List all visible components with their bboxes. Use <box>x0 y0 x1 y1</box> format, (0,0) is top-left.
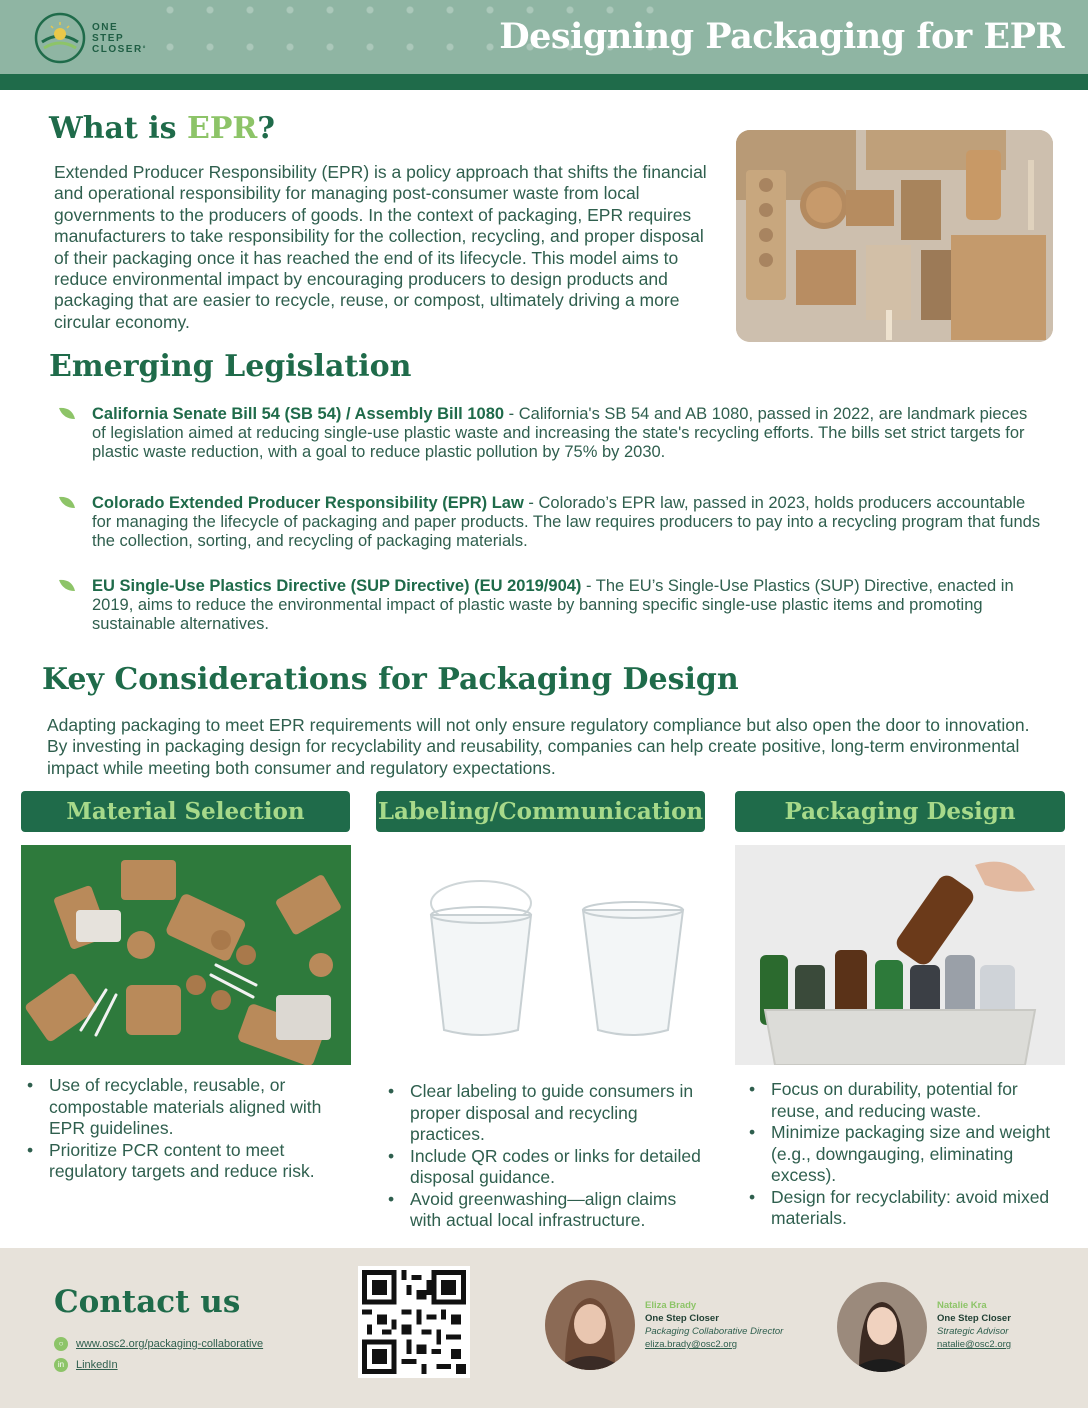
person-role: Strategic Advisor <box>937 1326 1009 1337</box>
qr-code[interactable] <box>358 1266 470 1378</box>
page-title: Designing Packaging for EPR <box>499 16 1064 57</box>
one-step-closer-logo-icon <box>34 12 86 64</box>
leaf-icon <box>58 407 76 421</box>
list-item: • Design for recyclability: avoid mixed materials. <box>745 1187 1055 1230</box>
leaf-icon <box>58 579 76 593</box>
legislation-list <box>56 405 1041 635</box>
list-item: • Clear labeling to guide consumers in proper disposal and recycling practices. <box>384 1081 704 1146</box>
person-email[interactable]: natalie@osc2.org <box>937 1339 1012 1350</box>
logo-wordmark <box>92 22 147 55</box>
legislation-title: Colorado Extended Producer Responsibility (EPR) Law <box>92 494 524 512</box>
legislation-title: California Senate Bill 54 (SB 54) / Assembly Bill 1080 <box>92 405 505 423</box>
what-is-epr-heading: What is EPR? <box>49 111 275 146</box>
packaging-design-header: Packaging Design <box>735 791 1065 832</box>
emerging-legislation-heading: Emerging Legislation <box>49 349 412 384</box>
legislation-text: - California's SB 54 and AB 1080, passed in 2022, are landmark pieces of legislation aimed at reducing single-use plastic waste and increasing the state's recycling efforts. The bills set strict targets for plastic waste reduction, with a goal to reduce plastic pollution by 75% by 2030. <box>92 405 1028 461</box>
linkedin-link[interactable] <box>54 1358 118 1372</box>
person-name: Eliza Brady <box>645 1300 697 1311</box>
logo-line-3: CLOSER° <box>92 44 147 55</box>
compostable-packaging-photo <box>21 845 351 1065</box>
contact-person-natalie <box>937 1299 1011 1351</box>
list-item: • Use of recyclable, reusable, or compostable materials aligned with EPR guidelines. <box>23 1075 358 1140</box>
person-name: Natalie Kra <box>937 1300 987 1311</box>
logo-line-1: ONE <box>92 22 119 33</box>
list-item: • Prioritize PCR content to meet regulatory targets and reduce risk. <box>23 1140 358 1183</box>
material-selection-header: Material Selection <box>21 791 350 832</box>
legislation-text: - Colorado’s EPR law, passed in 2023, holds producers accountable for managing the lifecycle of packaging and paper products. The law requires producers to pay into a recycling program that funds the collection, sorting, and recycling of packaging materials. <box>92 494 1041 550</box>
person-email[interactable]: eliza.brady@osc2.org <box>645 1339 738 1350</box>
recycling-bin-bottles-photo <box>735 845 1065 1065</box>
website-link[interactable] <box>54 1337 263 1351</box>
packaging-design-list <box>745 1079 1055 1230</box>
person-org: One Step Closer <box>937 1313 1011 1324</box>
logo-line-2: STEP <box>92 33 125 44</box>
avatar <box>545 1280 635 1370</box>
labeling-communication-list <box>384 1081 704 1232</box>
legislation-text: - The EU’s Single-Use Plastics (SUP) Directive, enacted in 2019, aims to reduce the environmental impact of plastic waste by banning specific single-use plastic items and promoting sustainable alternatives. <box>92 577 1014 633</box>
clear-plastic-cups-photo <box>376 845 705 1065</box>
list-item: • Avoid greenwashing—align claims with actual local infrastructure. <box>384 1189 704 1232</box>
legislation-item <box>56 577 1041 634</box>
key-considerations-heading: Key Considerations for Packaging Design <box>42 662 739 697</box>
list-item: • Include QR codes or links for detailed disposal guidance. <box>384 1146 704 1189</box>
linkedin-icon: in <box>54 1358 68 1372</box>
website-link-text: www.osc2.org/packaging-collaborative <box>76 1337 264 1350</box>
legislation-title: EU Single-Use Plastics Directive (SUP Directive) (EU 2019/904) <box>92 577 582 595</box>
material-selection-list <box>23 1075 358 1183</box>
qr-code-icon <box>362 1270 466 1374</box>
list-item: • Focus on durability, potential for reuse, and reducing waste. <box>745 1079 1055 1122</box>
avatar <box>837 1282 927 1372</box>
list-item: • Minimize packaging size and weight (e.g., downgauging, eliminating excess). <box>745 1122 1055 1187</box>
person-org: One Step Closer <box>645 1313 719 1324</box>
contact-person-eliza <box>645 1299 783 1351</box>
legislation-item <box>56 494 1041 551</box>
contact-heading: Contact us <box>54 1284 241 1320</box>
linkedin-link-text: LinkedIn <box>76 1358 118 1371</box>
header-band <box>0 74 1088 90</box>
key-considerations-intro: Adapting packaging to meet EPR requirements will not only ensure regulatory compliance but also open the door to innovation. By investing in packaging design for recyclability and reusability, companies can help create positive, long-term environmental impact while meeting both consumer and regulatory expectations. <box>47 715 1030 778</box>
packaging-materials-photo <box>736 130 1053 342</box>
page-header <box>0 0 1088 74</box>
leaf-icon <box>58 496 76 510</box>
labeling-communication-header: Labeling/Communication <box>376 791 705 832</box>
legislation-item <box>56 405 1041 462</box>
globe-icon: ○ <box>54 1337 68 1351</box>
person-role: Packaging Collaborative Director <box>645 1326 784 1337</box>
what-is-epr-body: Extended Producer Responsibility (EPR) is a policy approach that shifts the financial and operational responsibility for managing post-consumer waste from local governments to the producers of goods. In the context of packaging, EPR requires manufacturers to take responsibility for the collection, recycling, and proper disposal of their packaging once it has reached the end of its lifecycle. This model aims to reduce environmental impact by encouraging producers to design products and packaging that are easier to recycle, reuse, or compost, ultimately driving a more circular economy. <box>54 162 707 332</box>
